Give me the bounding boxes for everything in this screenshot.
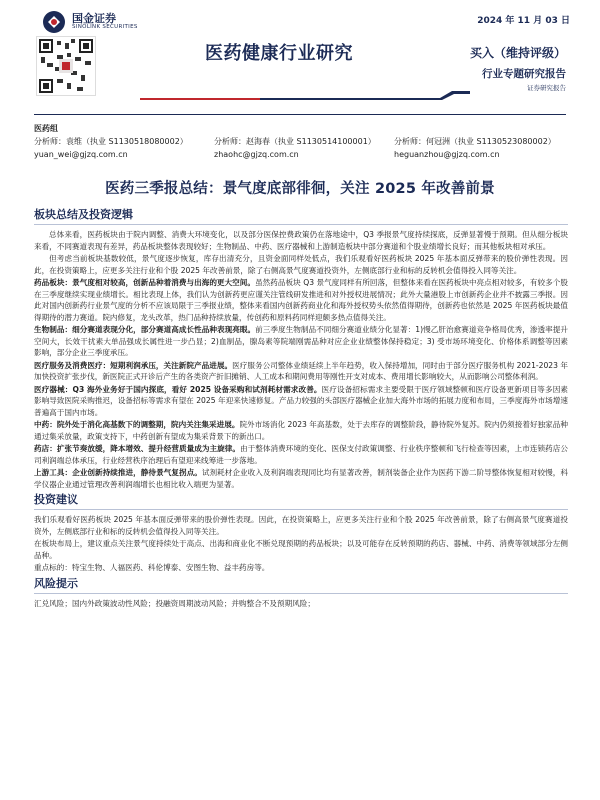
summary-paragraph-2: 但考虑当前板块基数较低，景气度逐步恢复，库存出清充分，且资金面同样处低点，我们乐观看好医药板块 2025 年基本面反弹带来的股价弹性表现。因此，在投资策略上，应更多关注行业和个股 2025 年改善前景，除了右侧高景气度赛道投资外，左侧底部行业和标的反转机会值得投入同等关注。	[34, 254, 568, 275]
sector-lead: 中药：院外处于消化高基数下的调整期，院内关注集采进展。	[34, 420, 240, 429]
report-main-title: 医药三季报总结：景气度底部徘徊，关注 2025 年改善前景	[105, 181, 495, 197]
analyst-1: 分析师：袁维（执业 S1130518080002）	[34, 137, 188, 146]
section-heading-summary: 板块总结及投资逻辑	[34, 208, 133, 221]
sector-text: 医疗服务公司整体业绩延续上半年趋势，收入保持增加，同时由于部分医疗服务机构 2021-2023 年加快投资扩张步伐，新医院正式开诊后产生的各类资产折旧摊销、人工成本和期间费用等刚性开支对成本、费用增长影响较大，从而影响公司整体利润。	[34, 360, 569, 381]
brand-name-en: SINOLINK SECURITIES	[72, 23, 138, 30]
summary-paragraph-1: 总体来看，医药板块由于院内调整、消费大环境变化，以及部分医保控费政策仍在落地途中，Q3 季报景气度持续探底，反弹显著慢于预期。但从细分板块来看，不同赛道表现有差异，药品板块整体表现较好；生物制品、中药、医疗器械和上游制造板块中部分赛道和个股业绩增长良好；而其他板块相对承压。	[34, 230, 568, 251]
sector-lead: 医疗服务及消费医疗：短期利润承压，关注新院产品进展。	[34, 360, 233, 370]
sinolink-logo-icon	[42, 10, 66, 34]
sector-text: 前三季度生物制品不同细分赛道业绩分化显著：1)慢乙肝治愈赛道竞争格局优秀，渗透率提升空间大，长效干扰素大单品强成长属性进一步凸显；2)血制品，腺岛素等院端刚需品种对应企业业绩整体保持稳定；3) 受市场环境变化、价格体系调整等因素影响，部分企业三季度承压。	[34, 325, 568, 357]
analyst-2: 分析师：赵海春（执业 S1130514100001）	[214, 137, 376, 146]
rating-badge: 买入（维持评级）	[469, 46, 566, 60]
section-underline	[34, 509, 568, 510]
header-accent-stripe	[140, 90, 470, 100]
analyst-row	[34, 135, 574, 148]
brand-logo	[42, 10, 138, 34]
report-header	[0, 0, 600, 112]
section-heading-risk: 风险提示	[34, 576, 78, 590]
sector-pharmacy	[34, 443, 568, 466]
report-date: 2024 年 11 月 03 日	[477, 16, 570, 26]
sector-text: 医疗设备招标需求主要受限于医疗领域整顿和医疗设备更新项目等多因素影响导致医院采购推迟，设备招标等需求有望在 2025 年迎来快速修复。产品力较强的头部医疗器械企业加大海外市场的拓展力度和布局，三季度海外市场增速普遍高于国内市场。	[34, 384, 568, 417]
report-body	[34, 207, 568, 610]
advice-paragraph-1: 我们乐观看好医药板块 2025 年基本面反弹带来的股价弹性表现。因此，在投资策略上，应更多关注行业和个股 2025 年改善前景，除了右侧高景气度赛道投资外，左侧底部行业和标的反转机会值得投入同等关注。	[34, 515, 568, 536]
sector-biologics	[34, 324, 568, 359]
section-underline	[34, 224, 568, 225]
institute-label: 证券研究报告	[527, 84, 566, 92]
sector-lead: 上游工具：企业创新持续推进，静待景气复拐点。	[34, 468, 202, 477]
advice-key-stocks: 重点标的：特宝生物、人福医药、科伦博泰、安图生物、益丰药房等。	[34, 563, 270, 572]
email-row	[34, 148, 574, 161]
sector-upstream	[34, 467, 568, 490]
industry-title: 医药健康行业研究	[205, 43, 353, 64]
section-underline	[34, 593, 568, 594]
header-divider	[34, 114, 566, 115]
sector-lead: 生物制品：细分赛道表现分化，部分赛道高成长性品种表现亮眼。	[34, 325, 256, 334]
analyst-2-email: zhaohc@gjzq.com.cn	[214, 150, 299, 159]
report-type: 行业专题研究报告	[482, 68, 566, 80]
sector-text: 院外市场消化 2023 年高基数，处于去库存的调整阶段，静待院外复苏。院内仍须接着好独家品种通过集采放量，政策支持下，中药创新有望成为集采背景下的新出口。	[34, 420, 568, 441]
advice-paragraph-2: 在板块布局上，建议重点关注景气度持续处于高点、出海和商业化不断兑现预期的药品板块；以及可能存在反转预期的药店、器械、中药、消费等领域部分左侧品种。	[34, 539, 568, 560]
analyst-3: 分析师：何冠洲（执业 S1130523080002）	[394, 137, 556, 146]
sector-lead: 药店：扩张节奏放缓，降本增效、提升经营质量成为主旋律。	[34, 444, 240, 453]
analyst-3-email: heguanzhou@gjzq.com.cn	[394, 150, 500, 159]
sector-lead: 药品板块：景气度相对较高，创新品种着消费与出海的更大空间。	[34, 278, 256, 287]
sector-medical-service	[34, 360, 568, 383]
analyst-block	[34, 122, 574, 161]
brand-name-cn: 国金证券	[72, 12, 116, 26]
sector-tcm	[34, 419, 568, 442]
analyst-1-email: yuan_wei@gjzq.com.cn	[34, 150, 128, 159]
sector-devices	[34, 384, 568, 419]
qr-code-icon	[36, 36, 96, 96]
team-name: 医药组	[34, 124, 58, 133]
risk-text: 汇兑风险；国内外政策波动性风险；投融资周期波动风险；并购整合不及预期风险；	[34, 598, 315, 608]
sector-pharma	[34, 277, 568, 323]
sector-lead: 医疗器械：Q3 海外业务好于国内探底，看好 2025 设备采购和试剂耗材需求改善。	[34, 384, 322, 394]
sector-text: 虽然药品板块 Q3 景气度同样有所回落，但整体来看在医药板块中亮点相对较多，有较多个股在三季度继续实现业绩增长。相比表现上体，我们认为创新药更应谨关注管线研发推进和对外授权进展情况；此外大量港股上市创新药企业并不披露三季报。因此对国内创新药行业景气度的分析不应该局限于三季报业绩，整体来看国内创新药商业化和海外授权势头依然值得期待，创新药也依然是 2025 年医药板块最值得期待的潜力赛道。院内修复，龙头改革，热门品种持续放量，传创药和原料药同样迎颇多热点值得关注。	[34, 278, 569, 322]
sector-text: 试剂耗材企业收入及利润端表现同比均有显著改善，制剂装备企业作为医药下游二阶导整体恢复相对较慢，科学仪器企业通过管理改善利润端增长也相比收入端更为显著。	[34, 468, 568, 489]
sector-text: 由于整体消费环境的变化、医保支付政策调整、行业秩序整顿和飞行检查等因素，上市连锁药店公司利润端总体承压，行业经营秩序治理后有望迎来线筹进一步落地。	[34, 444, 568, 465]
section-heading-advice: 投资建议	[34, 493, 78, 506]
